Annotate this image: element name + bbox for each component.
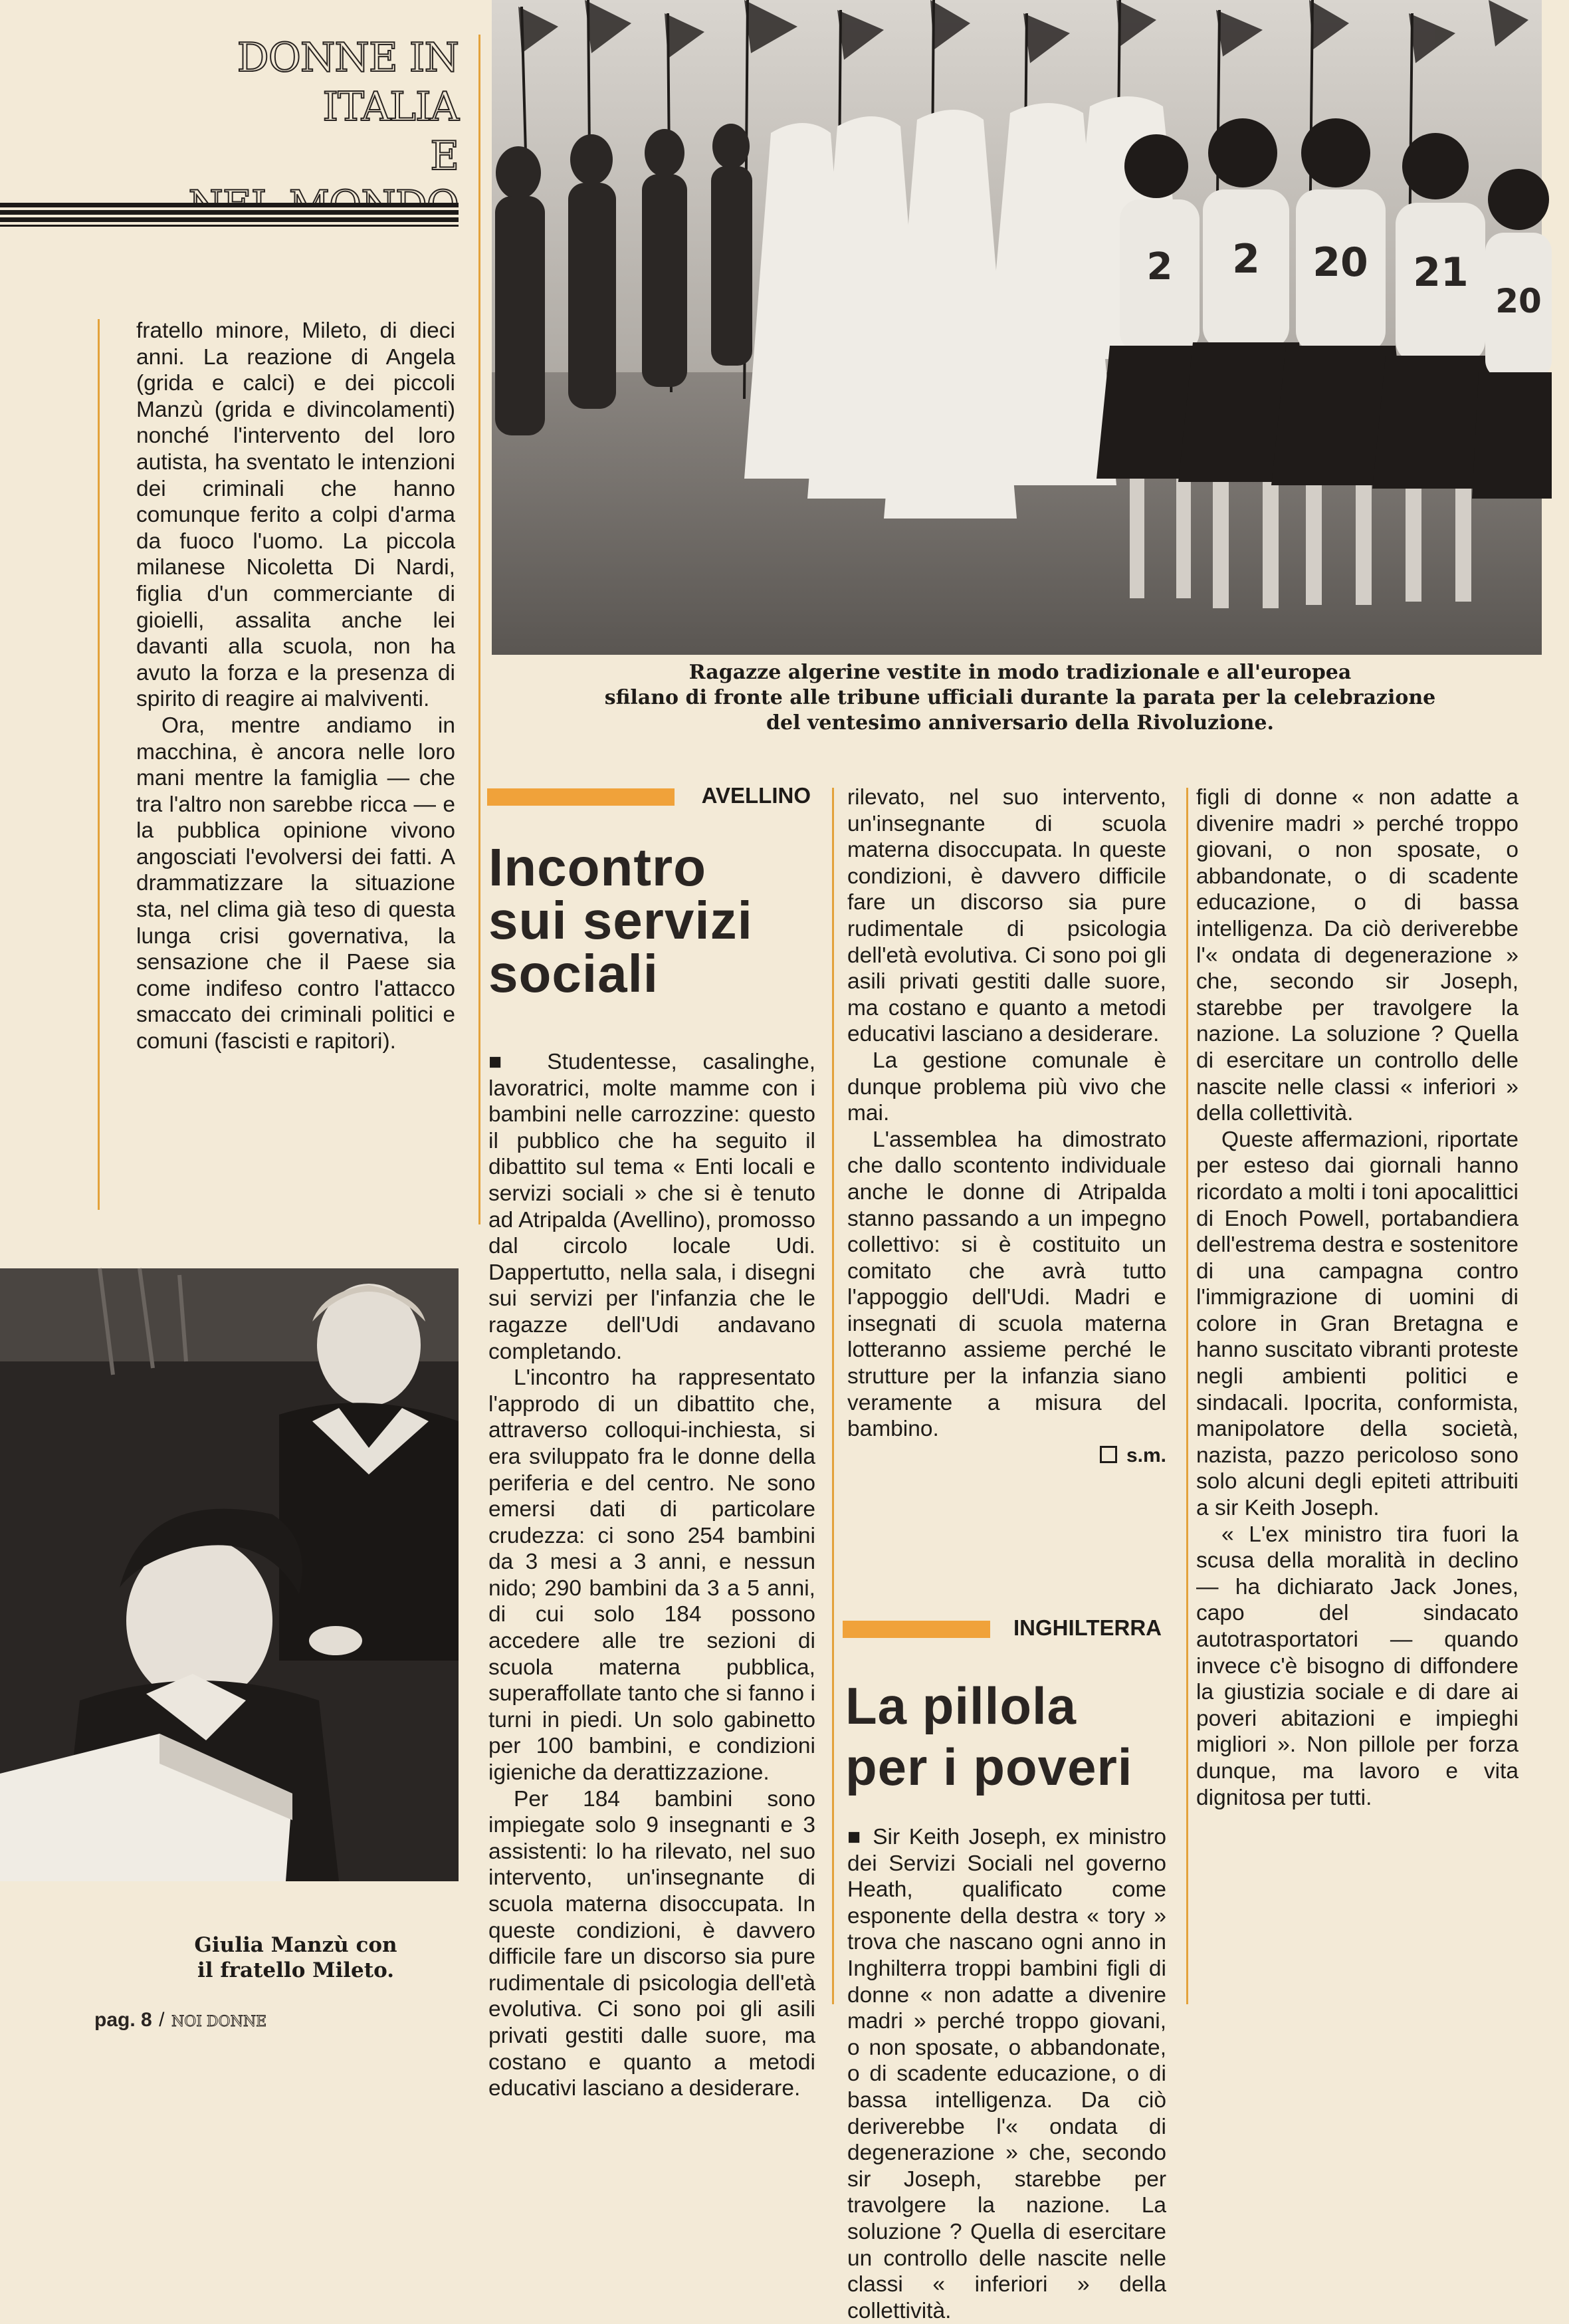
photo-bottom-caption-line-2: il fratello Mileto.: [197, 1958, 394, 1982]
section-header-line-1: DONNE IN ITALIA: [237, 35, 459, 130]
tag-avellino-bar: [487, 788, 675, 806]
photo-top-caption: [505, 660, 1535, 736]
avellino-column-1: [488, 1049, 816, 2101]
page-footer: [94, 2009, 266, 2035]
jersey-number-5: 20: [1495, 282, 1542, 320]
tag-inghilterra-label: INGHILTERRA: [1013, 1615, 1162, 1640]
avellino-paragraph-5: L'assemblea ha dimostrato che dallo scontento individuale anche le donne di Atripalda stanno passando a un impegno collettivo: si è costituito un comitato che avrà tutto l'appoggio dell'Udi. Madri e insegnati di scuola materna lotteranno assieme perché le strutture per la infanzia siano veramente a misura del bambino.: [847, 1127, 1166, 1442]
jersey-number-2: 2: [1232, 236, 1260, 283]
avellino-paragraph-1: Studentesse, casalinghe, lavoratrici, molte mamme con i bambini nelle carrozzine: questo il pubblico che ha seguito il dibattito sul tema « Enti locali e servizi sociali » che si è tenuto ad Atripalda (Avellino), promosso dal circolo locale Udi. Dappertutto, nella sala, i disegni sui servizi per l'infanzia che le ragazze dell'Udi andavano completando.: [488, 1050, 816, 1364]
headline-inghilterra: [845, 1675, 1178, 1798]
avellino-paragraph-3-cont: rilevato, nel suo intervento, un'insegnante di scuola materna disoccupata. In queste condizioni, è davvero difficile fare un discorso sia pure rudimentale di psicologia dell'età evolutiva. Ci sono poi gli asili privati gestiti dalle suore, ma costano e quanto a metodi educativi lasciano a desiderare.: [847, 785, 1166, 1047]
avellino-paragraph-2: L'incontro ha rappresentato l'approdo di un dibattito che, attraverso colloqui-inchiesta, si era sviluppato fra le donne della periferia e del centro. Ne sono emersi dati di particolare crudezza: ci sono 254 bambini da 3 mesi a 3 anni, e nessun nido; 290 bambini da 3 a 5 anni, di cui solo 184 possono accedere alle tre sezioni di scuola materna pubblica, superaffollate tanto che si fanno i turni in piedi. Un solo gabinetto per 100 bambini, e condizioni igieniche da derattizzazione.: [488, 1365, 815, 1786]
photo-top-caption-line-2: sfilano di fronte alle tribune ufficiali durante la parata per la celebrazione: [604, 686, 1436, 709]
column-rule-middle-1: [832, 788, 834, 2004]
magazine-name: NOI DONNE: [171, 2014, 267, 2030]
photo-top-caption-line-3: del ventesimo anniversario della Rivoluzione.: [766, 711, 1274, 735]
lead-marker-inghilterra: ■: [847, 1825, 864, 1849]
inghilterra-paragraph-1-cont: figli di donne « non adatte a divenire madri » perché troppo giovani, o non sposate, o abbandonate, o di scadente educazione, o di bassa intelligenza. Da ciò deriverebbe l'« ondata di degenerazione » che, secondo sir Joseph, starebbe per travolgere la nazione. La soluzione ? Quella di esercitare un controllo delle nascite nelle classi « inferiori » della collettività.: [1196, 785, 1518, 1126]
headline-avellino-line-3: sociali: [488, 944, 659, 1003]
avellino-column-2: [847, 784, 1166, 1468]
column-rule-middle-2: [1186, 788, 1188, 2004]
inghilterra-column-1: [847, 1824, 1167, 2323]
avellino-paragraph-4: La gestione comunale è dunque problema più vivo che mai.: [847, 1048, 1166, 1126]
avellino-signature-text: s.m.: [1126, 1444, 1166, 1466]
avellino-paragraph-3: Per 184 bambini sono impiegate solo 9 insegnanti e 3 assistenti: lo ha rilevato, nel suo intervento, un'insegnante di scuola materna disoccupata. In queste condizioni, è davvero difficile fare un discorso sia pure rudimentale di psicologia dell'età evolutiva. Ci sono poi gli asili privati gestiti dalle suore, ma costano e quanto a metodi educativi lasciano a desiderare.: [488, 1786, 815, 2101]
headline-avellino-line-1: Incontro: [488, 838, 706, 897]
headline-avellino-line-2: sui servizi: [488, 891, 753, 950]
headline-inghilterra-line-2: per i poveri: [845, 1738, 1133, 1796]
header-rule-bar: [0, 203, 459, 227]
section-header-line-2: E: [430, 133, 459, 179]
left-paragraph-1: fratello minore, Mileto, di dieci anni. La reazione di Angela (grida e calci) e dei piccoli Manzù (grida e divincolamenti) nonché l'intervento del loro autista, ha sventato le intenzioni dei criminali che hanno comunque ferito a colpi d'arma da fuoco l'uomo. La piccola milanese Nicoletta Di Nardi, figlia d'un commerciante di gioielli, assalita anche lei davanti alla scuola, non ha avuto la forza e la presenza di spirito di reagire ai malviventi.: [136, 318, 455, 712]
page-number: pag. 8: [94, 2009, 152, 2031]
inghilterra-column-2: [1196, 784, 1518, 1811]
manzu-image: [0, 1268, 459, 1881]
footer-separator: /: [159, 2009, 165, 2031]
tag-inghilterra: [843, 1615, 1162, 1638]
parade-image: [492, 0, 1542, 655]
headline-inghilterra-line-1: La pillola: [845, 1677, 1077, 1735]
photo-bottom-caption-line-1: Giulia Manzù con: [194, 1933, 397, 1957]
left-paragraph-2: Ora, mentre andiamo in macchina, è ancora nelle loro mani mentre la famiglia — che tra l'altro non sarebbe ricca — e la pubblica opinione vivono angosciati l'evolversi dei fatti. A drammatizzare la situazione sta, nel clima già teso di questa lunga crisi governativa, la sensazione che il Paese sia come indifeso contro l'attacco smaccato dei criminali politici e comuni (fascisti e rapitori).: [136, 713, 455, 1054]
inghilterra-paragraph-3: « L'ex ministro tira fuori la scusa della moralità in declino — ha dichiarato Jack Jones, capo del sindacato autotrasportatori — quando invece c'è bisogno di diffondere la giustizia sociale e di dare ai poveri abitazioni e impieghi migliori ». Non pillole per forza dunque, ma lavoro e vita dignitosa per tutti.: [1196, 1522, 1518, 1810]
jersey-number-3: 20: [1312, 239, 1368, 286]
photo-manzu-children: [0, 1268, 459, 1881]
left-column-text: [136, 318, 455, 1055]
lead-marker-avellino: ■: [488, 1050, 522, 1074]
photo-top-caption-line-1: Ragazze algerine vestite in modo tradizionale e all'europea: [688, 661, 1352, 684]
avellino-signature: [847, 1443, 1166, 1469]
tag-avellino-label: AVELLINO: [701, 783, 811, 808]
tag-avellino: [487, 783, 811, 806]
signature-box-icon: [1100, 1446, 1117, 1463]
column-rule-header: [478, 35, 480, 1224]
inghilterra-paragraph-1: Sir Keith Joseph, ex ministro dei Servizi Sociali nel governo Heath, qualificato come esponente della destra « tory » trova che nascano ogni anno in Inghilterra troppi bambini figli di donne « non adatte a divenire madri » perché troppo giovani, o non sposate, o abbandonate, o di scadente educazione, o di bassa intelligenza. Da ciò deriverebbe l'« ondata di degenerazione » che, secondo sir Joseph, starebbe per travolgere la nazione. La soluzione ? Quella di esercitare un controllo delle nascite nelle classi « inferiori » della collettività.: [847, 1825, 1167, 2323]
section-header: [126, 33, 459, 230]
tag-inghilterra-bar: [843, 1621, 990, 1638]
jersey-number-4: 21: [1413, 249, 1469, 296]
photo-algerian-parade: [492, 0, 1542, 655]
inghilterra-paragraph-2: Queste affermazioni, riportate per esteso dai giornali hanno ricordato a molti i toni apocalittici di Enoch Powell, portabandiera dell'estrema destra e sostenitore di una campagna contro l'immigrazione di uomini di colore in Gran Bretagna e hanno suscitato vibranti proteste negli ambienti politici e sindacali. Ipocrita, conformista, manipolatore della società, nazista, pazzo pericoloso sono solo alcuni degli epiteti attribuiti a sir Keith Joseph.: [1196, 1127, 1518, 1521]
headline-avellino: [488, 838, 821, 1003]
jersey-number-1: 2: [1146, 245, 1173, 289]
column-rule-left: [98, 319, 100, 1210]
photo-bottom-caption: [166, 1932, 425, 1983]
